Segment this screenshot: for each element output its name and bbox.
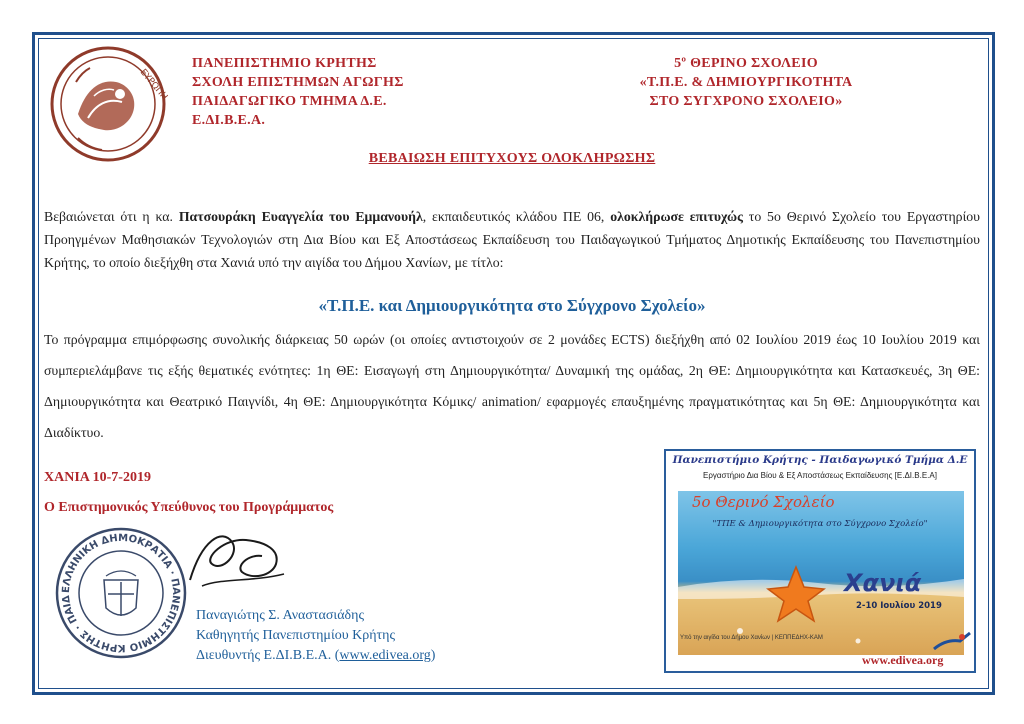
poster-swimmer-icon <box>932 629 972 655</box>
signer-role-suffix: ) <box>430 648 436 663</box>
place-date: ΧΑΝΙΑ 10-7-2019 <box>44 470 151 485</box>
poster-subtitle: "ΤΠΕ & Δημιουργικότητα στο Σύγχρονο Σχολείο" <box>712 519 928 529</box>
header-university: ΠΑΝΕΠΙΣΤΗΜΙΟ ΚΡΗΤΗΣ <box>192 56 377 71</box>
completion-status: ολοκλήρωσε επιτυχώς <box>610 209 743 224</box>
intro-text-2: , εκπαιδευτικός κλάδου ΠΕ 06, <box>422 209 611 224</box>
poster-city: Χανιά <box>844 569 922 597</box>
poster-lab: Εργαστήριο Δια Βίου & Εξ Αποστάσεως Εκπαίδευσης [Ε.ΔΙ.Β.Ε.Α] <box>703 471 937 480</box>
certificate-title: ΒΕΒΑΙΩΣΗ ΕΠΙΤΥΧΟΥΣ ΟΛΟΚΛΗΡΩΣΗΣ <box>368 151 656 166</box>
poster-sponsors: Υπό την αιγίδα του Δήμου Χανίων | ΚΕΠΠΕΔΗΧ-ΚΑΜ <box>680 635 823 641</box>
recipient-name: Πατσουράκη Ευαγγελία του Εμμανουήλ <box>178 209 423 224</box>
signer-title: Καθηγητής Πανεπιστημίου Κρήτης <box>196 628 396 643</box>
stamp-text: ΕΛΛΗΝΙΚΗ ΔΗΜΟΚΡΑΤΙΑ · ΠΑΝΕΠΙΣΤΗΜΙΟ ΚΡΗΤΗΣ · ΠΑΙΔ <box>60 532 182 654</box>
school-title-line2: ΣΤΟ ΣΥΓΧΡΟΝΟ ΣΧΟΛΕΙΟ» <box>649 94 843 109</box>
signer-link[interactable]: www.edivea.org <box>339 648 431 663</box>
school-title-line1: «Τ.Π.Ε. & ΔΗΜΙΟΥΡΓΙΚΟΤΗΤΑ <box>639 75 853 90</box>
summer-school-header <box>596 54 896 111</box>
poster-school: 5ο Θερινό Σχολείο <box>692 493 835 511</box>
university-header <box>192 54 472 130</box>
program-description: Το πρόγραμμα επιμόρφωσης συνολικής διάρκειας 50 ωρών (οι οποίες αντιστοιχούν σε 2 μονάδες ECTS) διεξήχθη από 02 Ιουλίου 2019 έως 10 Ιουλίου 2019 και συμπεριελάμβανε τις εξής θεματικές ενότητες: 1η ΘΕ: Εισαγωγή στη Δημιουργικότητα/ Δυναμική της ομάδας, 2η ΘΕ: Δημιουργικότητα και Κατασκευές, 3η ΘΕ: Δημιουργικότητα και Θεατρικό Παιγνίδι, 4η ΘΕ: Δημιουργικότητα Κόμικς/ animation/ εφαρμογές επαυξημένης πραγματικότητας και 5η ΘΕ: Δημιουργικότητα και Διαδίκτυο. <box>44 332 980 440</box>
course-title: «Τ.Π.Ε. και Δημιουργικότητα στο Σύγχρονο Σχολείο» <box>318 296 706 315</box>
signer-role <box>196 646 526 666</box>
summer-school-poster <box>664 449 976 673</box>
signer-block <box>196 606 526 666</box>
signer-name: Παναγιώτης Σ. Αναστασιάδης <box>196 608 364 623</box>
university-logo <box>48 44 168 164</box>
header-school: ΣΧΟΛΗ ΕΠΙΣΤΗΜΩΝ ΑΓΩΓΗΣ <box>192 75 404 90</box>
poster-heading: Πανεπιστήμιο Κρήτης - Παιδαγωγικό Τμήμα Δ.Ε <box>672 454 968 466</box>
intro-text-3: το 5ο Θερινό Σχολείο του Εργαστηρίου Προηγμένων Μαθησιακών Τεχνολογιών στη Δια Βίου και Εξ Αποστάσεως Εκπαίδευση του Παιδαγωγικού Τμήματος Δημοτικής Εκπαίδευσης του Πανεπιστημίου Κρήτης, το οποίο διεξήχθη στα Χανιά υπό την αιγίδα του Δήμου Χανίων, με τίτλο: <box>44 209 981 270</box>
poster-dates: 2-10 Ιουλίου 2019 <box>856 601 942 611</box>
certificate-intro <box>44 205 980 274</box>
poster-url: www.edivea.org <box>862 653 944 667</box>
responsible-label: Ο Επιστημονικός Υπεύθυνος του Προγράμματος <box>44 500 334 515</box>
handwritten-signature <box>182 520 292 598</box>
signer-role-prefix: Διευθυντής Ε.ΔΙ.Β.Ε.Α. ( <box>196 648 340 663</box>
header-lab: Ε.ΔΙ.Β.Ε.Α. <box>192 113 266 128</box>
header-department: ΠΑΙΔΑΓΩΓΙΚΟ ΤΜΗΜΑ Δ.Ε. <box>192 94 387 109</box>
logo-text: ΕΥΡΩΠΗ <box>137 67 168 103</box>
school-edition: 5º ΘΕΡΙΝΟ ΣΧΟΛΕΙΟ <box>674 56 818 71</box>
official-stamp <box>52 524 190 662</box>
intro-text-1: Βεβαιώνεται ότι η κα. <box>44 209 179 224</box>
